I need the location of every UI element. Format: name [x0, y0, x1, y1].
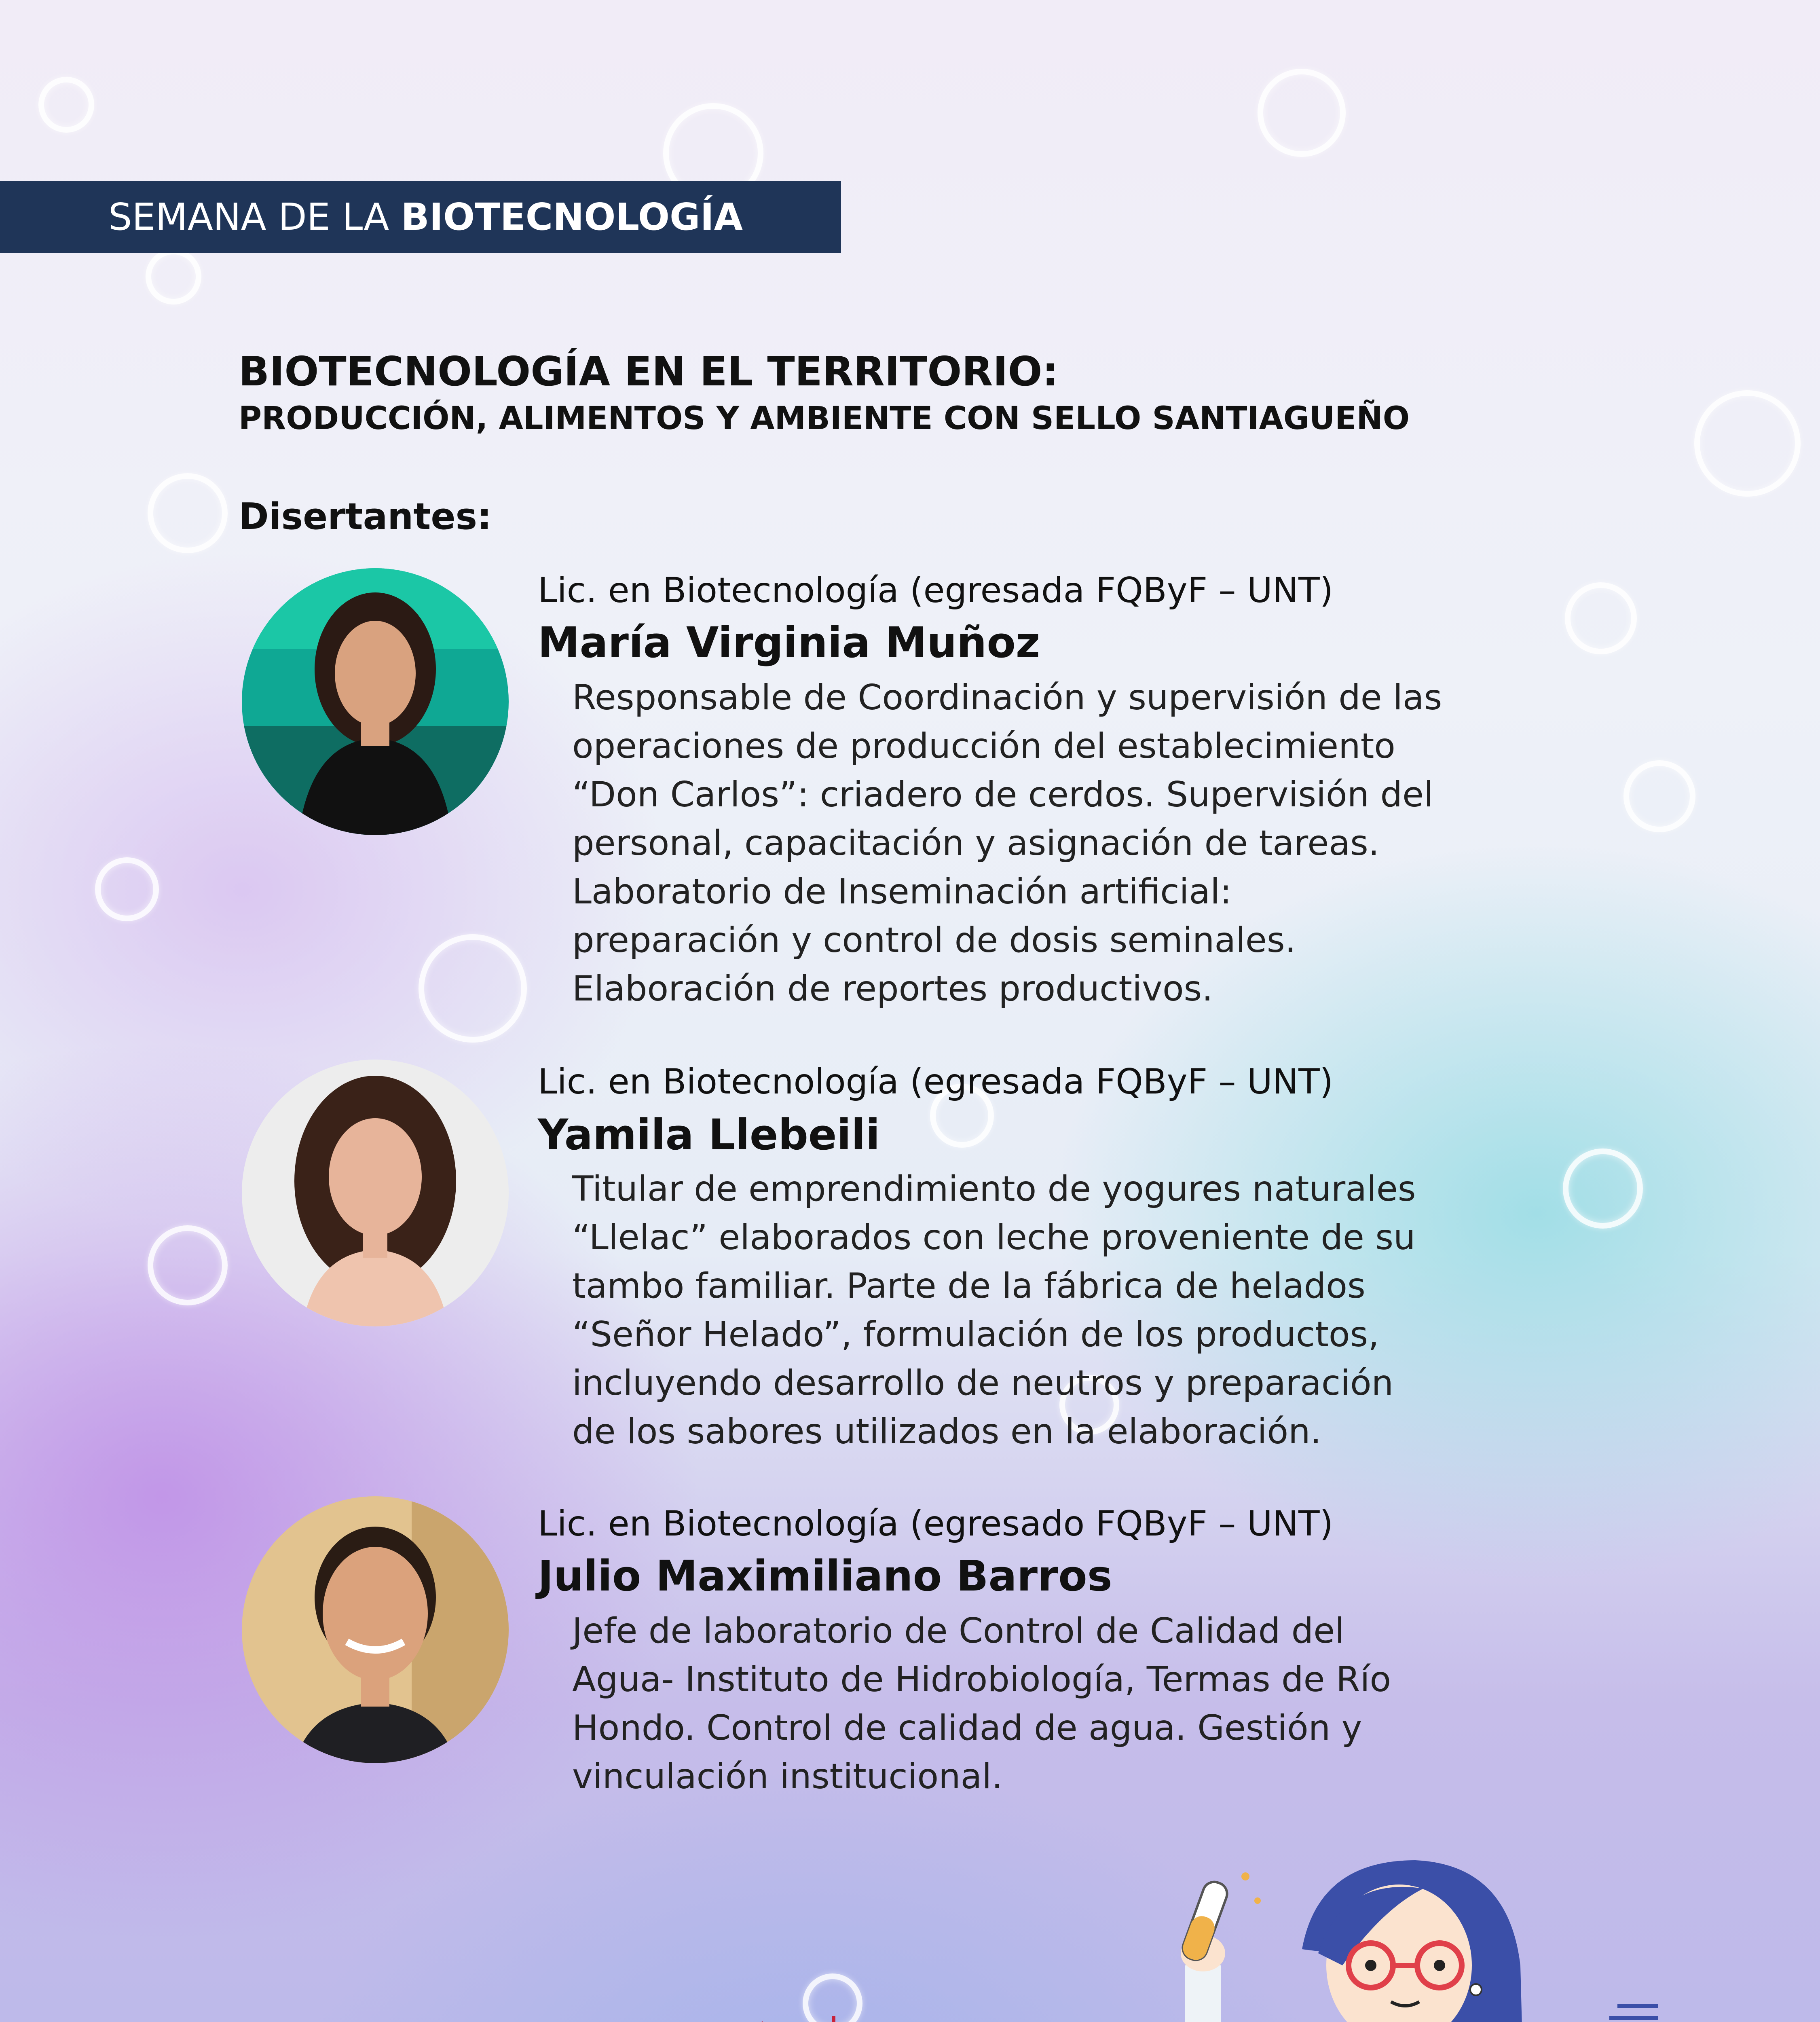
bubble-decoration	[803, 1973, 862, 2022]
description-line: de los sabores utilizados en la elaboración.	[572, 1411, 1321, 1452]
speaker-degree: Lic. en Biotecnología (egresada FQByF – UNT)	[538, 570, 1334, 611]
bubble-decoration	[1565, 582, 1637, 654]
speaker-degree: Lic. en Biotecnología (egresada FQByF – UNT)	[538, 1062, 1334, 1102]
speaker-photo	[242, 1060, 509, 1326]
description-line: vinculación institucional.	[572, 1756, 1003, 1797]
speaker-description	[572, 1165, 1623, 1456]
page-title: BIOTECNOLOGÍA EN EL TERRITORIO:	[239, 348, 1059, 395]
description-line: Jefe de laboratorio de Control de Calidad del	[572, 1611, 1345, 1651]
speaker-photo	[242, 568, 509, 835]
description-line: operaciones de producción del establecimiento	[572, 726, 1395, 766]
person-photo-icon	[242, 568, 509, 835]
speaker-name: María Virginia Muñoz	[538, 618, 1040, 667]
person-photo-icon	[242, 1060, 509, 1326]
description-line: “Llelac” elaborados con leche proveniente de su	[572, 1217, 1416, 1258]
speaker-name: Julio Maximiliano Barros	[538, 1551, 1112, 1601]
speaker-description	[572, 673, 1623, 1013]
bubble-decoration	[146, 249, 201, 305]
bubble-decoration	[419, 934, 527, 1043]
speakers-heading: Disertantes:	[239, 495, 492, 538]
page-subtitle: PRODUCCIÓN, ALIMENTOS Y AMBIENTE CON SELLO SANTIAGUEÑO	[239, 400, 1410, 437]
description-line: preparación y control de dosis seminales.	[572, 920, 1296, 960]
faculty-flower-logo-icon	[198, 2020, 332, 2022]
bubble-decoration	[1623, 760, 1695, 832]
description-line: Elaboración de reportes productivos.	[572, 969, 1213, 1009]
speaker-degree: Lic. en Biotecnología (egresado FQByF – UNT)	[538, 1504, 1334, 1544]
description-line: incluyendo desarrollo de neutros y preparación	[572, 1363, 1394, 1403]
description-line: tambo familiar. Parte de la fábrica de helados	[572, 1266, 1366, 1306]
event-banner	[0, 181, 841, 253]
description-line: “Don Carlos”: criadero de cerdos. Supervisión del	[572, 774, 1433, 815]
speaker-photo	[242, 1496, 509, 1763]
description-line: “Señor Helado”, formulación de los productos,	[572, 1314, 1379, 1355]
description-line: personal, capacitación y asignación de tareas.	[572, 823, 1380, 863]
unse-crest-icon	[712, 2016, 813, 2022]
bubble-decoration	[95, 857, 159, 921]
banner-prefix: SEMANA DE LA	[108, 195, 401, 239]
scientist-illustration-icon	[1092, 1844, 1698, 2022]
bubble-decoration	[148, 473, 228, 553]
description-line: Hondo. Control de calidad de agua. Gestión y	[572, 1708, 1362, 1748]
bubble-decoration	[1694, 390, 1801, 497]
bubble-decoration	[38, 77, 94, 133]
speaker-description	[572, 1607, 1623, 1801]
unse-divider	[832, 2016, 835, 2022]
description-line: Agua- Instituto de Hidrobiología, Termas de Río	[572, 1659, 1391, 1700]
description-line: Titular de emprendimiento de yogures naturales	[572, 1169, 1416, 1209]
person-photo-icon	[242, 1496, 509, 1763]
description-line: Laboratorio de Inseminación artificial:	[572, 871, 1232, 912]
bubble-decoration	[148, 1225, 228, 1305]
banner-strong: BIOTECNOLOGÍA	[401, 195, 743, 239]
bubble-decoration	[1258, 69, 1346, 157]
description-line: Responsable de Coordinación y supervisión de las	[572, 677, 1442, 718]
speaker-name: Yamila Llebeili	[538, 1110, 880, 1159]
